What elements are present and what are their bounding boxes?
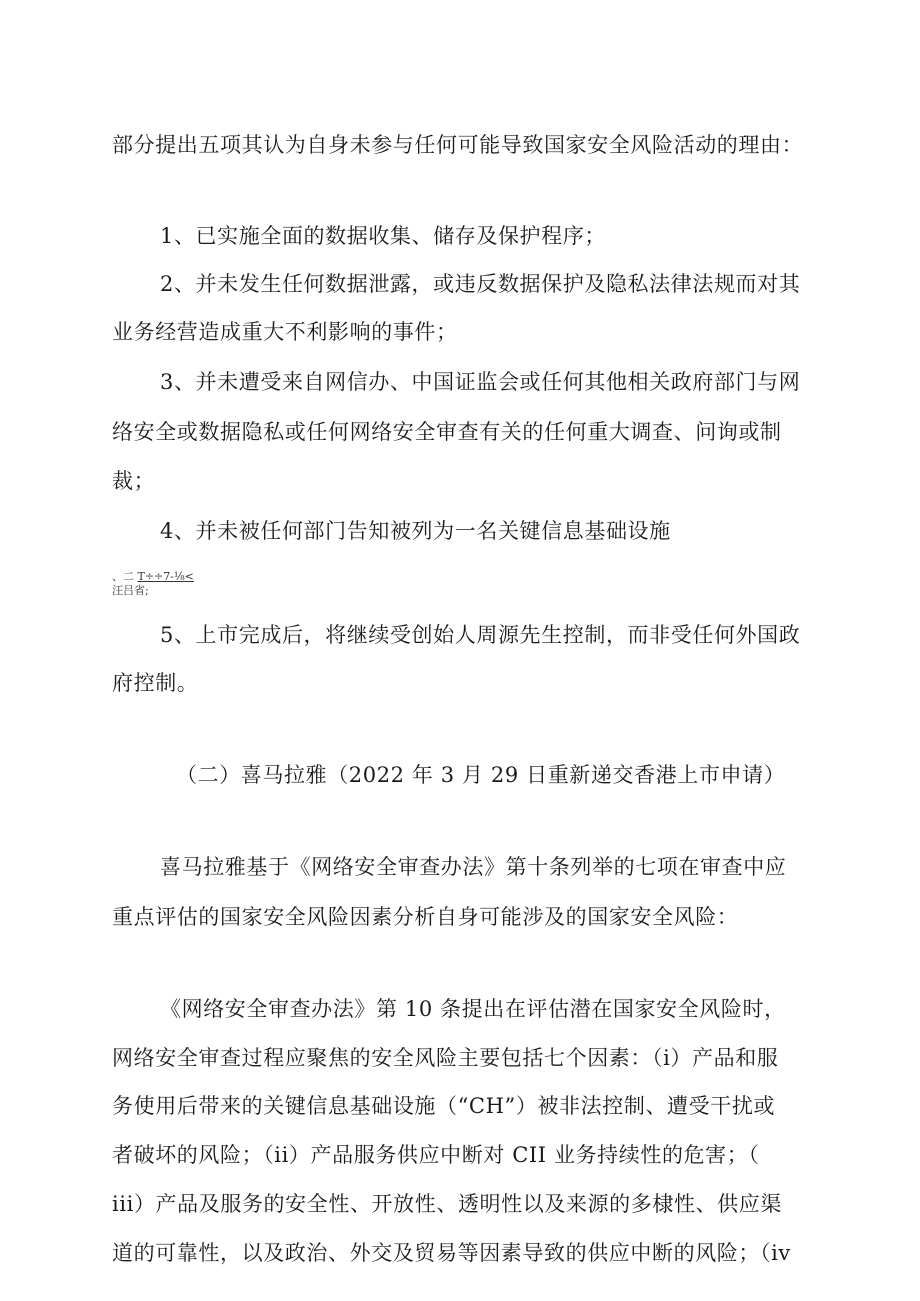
paragraph-2-line-2: 网络安全审查过程应聚焦的安全风险主要包括七个因素：（i）产品和服 (112, 1046, 779, 1070)
intro-line: 部分提出五项其认为自身未参与任何可能导致国家安全风险活动的理由： (112, 133, 804, 157)
paragraph-2-line-3: 务使用后带来的关键信息基础设施（“CH”）被非法控制、遭受干扰或 (112, 1094, 776, 1118)
reason-3-line-1: 3、并未遭受来自网信办、中国证监会或任何其他相关政府部门与网 (160, 370, 801, 394)
paragraph-2-line-6: 道的可靠性，以及政治、外交及贸易等因素导致的供应中断的风险；（iv (112, 1241, 791, 1265)
reason-1-line-1: 1、已实施全面的数据收集、储存及保护程序； (160, 224, 606, 248)
reason-4-line-1: 4、并未被任何部门告知被列为一名关键信息基础设施 (160, 519, 671, 543)
paragraph-2-line-5: iii）产品及服务的安全性、开放性、透明性以及来源的多棣性、供应渠 (112, 1192, 782, 1216)
paragraph-2-line-1: 《网络安全审查办法》第 10 条提出在评估潜在国家安全风险时， (160, 997, 786, 1021)
reason-3-line-3: 裁； (112, 469, 156, 493)
reason-3-line-2: 络安全或数据隐私或任何网络安全审查有关的任何重大调查、问询或制 (112, 420, 782, 444)
paragraph-1-line-2: 重点评估的国家安全风险因素分析自身可能涉及的国家安全风险： (112, 905, 739, 929)
reason-2-line-2: 业务经营造成重大不利影响的事件； (112, 320, 458, 344)
reason-5-line-1: 5、上市完成后，将继续受创始人周源先生控制，而非受任何外国政 (160, 623, 801, 647)
reason-2-line-1: 2、并未发生任何数据泄露，或违反数据保护及隐私法律法规而对其 (160, 272, 801, 296)
ocr-artifact-line-2: 汪吕省; (112, 584, 149, 597)
paragraph-1-line-1: 喜马拉雅基于《网络安全审查办法》第十条列举的七项在审查中应 (160, 855, 787, 879)
ocr-artifact-line-1 (112, 570, 194, 583)
paragraph-2-line-4: 者破坏的风险；（ii）产品服务供应中断对 CII 业务持续性的危害；（ (112, 1143, 760, 1167)
reason-5-line-2: 府控制。 (112, 671, 199, 695)
section-heading: （二）喜马拉雅（2022 年 3 月 29 日重新递交香港上市申请） (176, 763, 786, 787)
ocr-artifact-prefix: 、二 (112, 570, 138, 583)
ocr-artifact-underlined: T÷÷7-⅛< (137, 570, 194, 583)
